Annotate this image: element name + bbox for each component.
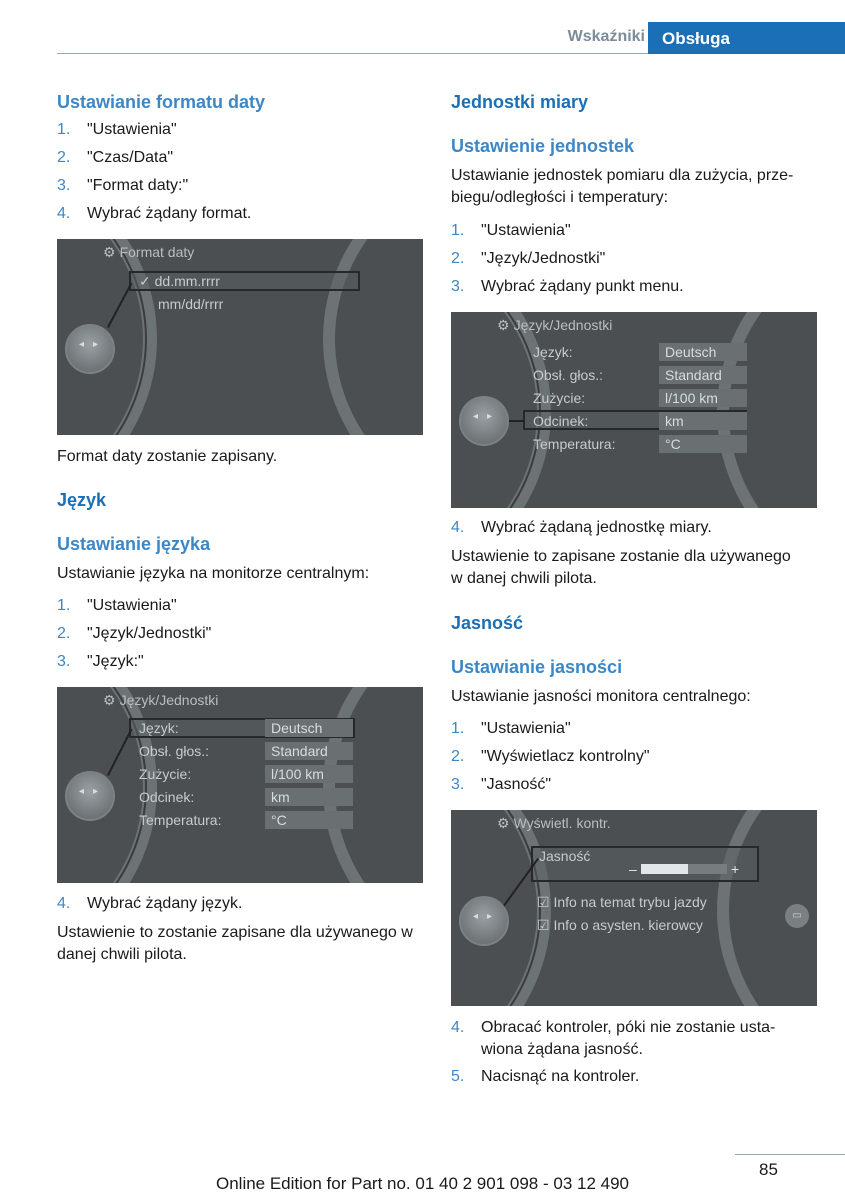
row-value-language[interactable]: Deutsch xyxy=(659,343,747,361)
brightness-step-5: 5. Nacisnąć na kontroler. xyxy=(451,1068,640,1085)
page-number-rule xyxy=(735,1154,845,1155)
row-value-distance[interactable]: km xyxy=(659,412,747,430)
brightness-sub-heading: Ustawianie jasności xyxy=(451,657,623,677)
tab-indicators[interactable]: Wskaźniki xyxy=(567,28,645,45)
page-header xyxy=(57,22,845,54)
date-format-heading: Ustawianie formatu daty xyxy=(57,92,266,112)
gear-icon: ⚙ xyxy=(103,244,116,260)
row-value-voice[interactable]: Standard xyxy=(659,366,747,384)
row-value-language[interactable]: Deutsch xyxy=(265,719,353,737)
brightness-step-1: 1. "Ustawienia" xyxy=(451,720,571,737)
row-label-voice[interactable]: Obsł. głos.: xyxy=(533,367,604,383)
language-step-2: 2. "Język/Jednostki" xyxy=(57,625,212,642)
row-label-temperature[interactable]: Temperatura: xyxy=(533,436,616,452)
row-label-voice[interactable]: Obsł. głos.: xyxy=(139,743,210,759)
units-note-line-1: Ustawienie to zapisane zostanie dla używanego xyxy=(451,548,791,565)
row-value-temperature[interactable]: °C xyxy=(659,435,747,453)
language-section-heading: Język xyxy=(57,490,107,510)
units-note-line-2: w danej chwili pilota. xyxy=(451,570,597,587)
screen-title: ⚙ Format daty xyxy=(103,244,195,260)
row-label-consumption[interactable]: Zużycie: xyxy=(139,766,192,782)
row-value-voice[interactable]: Standard xyxy=(265,742,353,760)
brightness-slider-fill xyxy=(641,864,688,874)
language-intro: Ustawianie języka na monitorze centralnym: xyxy=(57,565,370,582)
brightness-section-heading: Jasność xyxy=(451,613,524,633)
units-intro-line-1: Ustawianie jednostek pomiaru dla zużycia, prze- xyxy=(451,167,794,184)
checkbox-checked-icon: ☑ xyxy=(537,894,550,910)
brightness-step-4-cont: wiona żądana jasność. xyxy=(481,1041,643,1058)
language-screen xyxy=(57,687,423,883)
units-step-2: 2. "Język/Jednostki" xyxy=(451,250,606,267)
controller-knob-icon[interactable]: ◂ ▸ xyxy=(459,396,509,446)
language-sub-heading: Ustawianie języka xyxy=(57,534,211,554)
footer-text: Online Edition for Part no. 01 40 2 901 098 - 03 12 490 xyxy=(215,1174,629,1193)
units-intro-line-2: biegu/odległości i temperatury: xyxy=(451,189,669,206)
date-step-3: 3. "Format daty:" xyxy=(57,177,189,194)
brightness-step-3: 3. "Jasność" xyxy=(451,776,552,793)
tab-operation[interactable]: Obsługa xyxy=(648,22,845,54)
screen-bezel-right xyxy=(323,239,423,435)
language-step-3: 3. "Język:" xyxy=(57,653,144,670)
checkbox-drive-mode[interactable]: ☑ Info na temat trybu jazdy xyxy=(537,894,707,910)
units-step-3: 3. Wybrać żądany punkt menu. xyxy=(451,278,684,295)
brightness-intro: Ustawianie jasności monitora centralnego: xyxy=(451,688,751,705)
row-label-temperature[interactable]: Temperatura: xyxy=(139,812,222,828)
gear-icon: ⚙ xyxy=(497,317,510,333)
controller-knob-icon[interactable]: ◂ ▸ xyxy=(65,771,115,821)
date-step-2: 2. "Czas/Data" xyxy=(57,149,174,166)
row-value-consumption[interactable]: l/100 km xyxy=(265,765,353,783)
brightness-slider[interactable] xyxy=(641,864,727,874)
row-label-distance[interactable]: Odcinek: xyxy=(139,789,195,805)
controller-knob-icon[interactable]: ◂ ▸ xyxy=(459,896,509,946)
row-value-temperature[interactable]: °C xyxy=(265,811,353,829)
units-step-1: 1. "Ustawienia" xyxy=(451,222,571,239)
screen-title: ⚙ Wyświetl. kontr. xyxy=(497,815,611,831)
brightness-step-4: 4. Obracać kontroler, póki nie zostanie usta- xyxy=(451,1019,776,1036)
pointer-line xyxy=(509,420,525,422)
units-sub-heading: Ustawienie jednostek xyxy=(451,136,635,156)
gear-icon: ⚙ xyxy=(497,815,510,831)
row-value-distance[interactable]: km xyxy=(265,788,353,806)
language-step-4: 4. Wybrać żądany język. xyxy=(57,895,243,912)
option-other[interactable]: mm/dd/rrrr xyxy=(158,296,224,312)
checkbox-checked-icon: ☑ xyxy=(537,917,550,933)
controller-knob-icon[interactable]: ◂ ▸ xyxy=(65,324,115,374)
row-label-distance[interactable]: Odcinek: xyxy=(533,413,589,429)
row-value-consumption[interactable]: l/100 km xyxy=(659,389,747,407)
language-note: Ustawienie to zostanie zapisane dla używanego w danej chwili pilota. xyxy=(57,924,413,963)
date-format-screen xyxy=(57,239,423,435)
screen-title: ⚙ Język/Jednostki xyxy=(103,692,219,708)
minus-icon[interactable]: – xyxy=(629,861,637,877)
brightness-label: Jasność xyxy=(539,848,591,864)
side-button-icon[interactable]: ▭ xyxy=(785,904,809,928)
date-step-1: 1. "Ustawienia" xyxy=(57,121,177,138)
brightness-step-2: 2. "Wyświetlacz kontrolny" xyxy=(451,748,650,765)
units-section-heading: Jednostki miary xyxy=(451,92,589,112)
screen-title: ⚙ Język/Jednostki xyxy=(497,317,613,333)
language-step-1: 1. "Ustawienia" xyxy=(57,597,177,614)
plus-icon[interactable]: + xyxy=(731,861,740,877)
checkbox-driver-assist[interactable]: ☑ Info o asysten. kierowcy xyxy=(537,917,703,933)
units-step-4: 4. Wybrać żądaną jednostkę miary. xyxy=(451,519,712,536)
page-number: 85 xyxy=(759,1160,778,1179)
brightness-screen xyxy=(451,810,817,1006)
check-icon: ✓ xyxy=(139,273,151,289)
option-selected[interactable]: ✓ dd.mm.rrrr xyxy=(139,273,220,289)
date-step-4: 4. Wybrać żądany format. xyxy=(57,205,252,222)
date-note: Format daty zostanie zapisany. xyxy=(57,448,278,465)
units-screen xyxy=(451,312,817,508)
row-label-language[interactable]: Język: xyxy=(533,344,573,360)
row-label-language[interactable]: Język: xyxy=(139,720,179,736)
gear-icon: ⚙ xyxy=(103,692,116,708)
row-label-consumption[interactable]: Zużycie: xyxy=(533,390,586,406)
